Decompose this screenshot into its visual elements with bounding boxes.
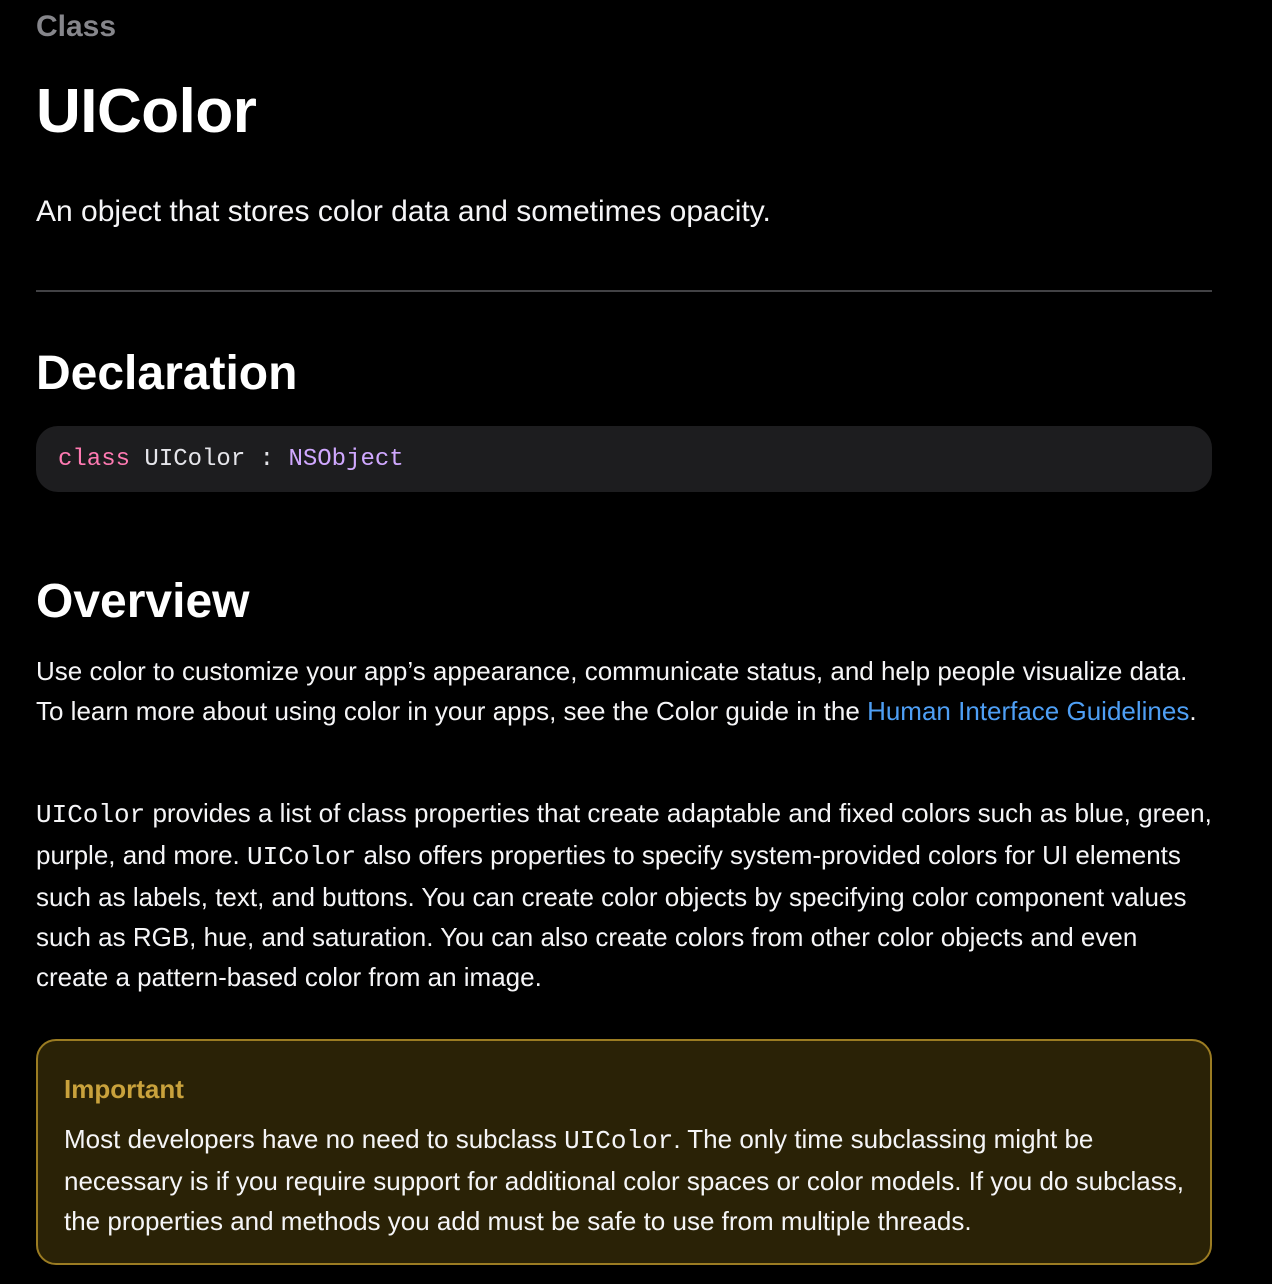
important-aside: [36, 1039, 1212, 1265]
declaration-heading: Declaration: [36, 347, 298, 400]
important-title: Important: [64, 1074, 184, 1104]
overview-p2-text-2: also offers properties to specify system-provided colors for UI elements such as labels, text, and buttons. You can create color objects by specifying color component values such as RGB, hue, and saturation. You can also create colors from other color objects and even create a pattern-based color from an image.: [36, 840, 1187, 992]
page-title: UIColor: [36, 77, 257, 146]
role-eyebrow: Class: [36, 10, 117, 43]
divider: [36, 290, 1212, 292]
overview-paragraph-1: [36, 651, 1212, 731]
overview-heading: Overview: [36, 575, 250, 628]
important-text-1: Most developers have no need to subclass: [64, 1124, 565, 1154]
inline-code-uicolor: UIColor: [247, 842, 357, 872]
hig-link[interactable]: Human Interface Guidelines: [867, 696, 1190, 726]
abstract: An object that stores color data and sometimes opacity.: [36, 195, 771, 228]
inline-code-uicolor: UIColor: [564, 1126, 674, 1156]
overview-p1-end: .: [1189, 696, 1197, 726]
overview-p1-text: Use color to customize your app’s appearance, communicate status, and help people visualize data. To learn more about using color in your apps, see the Color guide in the: [36, 656, 1188, 726]
important-text-2: . The only time subclassing might be necessary is if you require support for additional color spaces or color models. If you do subclass, the properties and methods you add must be safe to use from multiple threads.: [64, 1124, 1184, 1236]
overview-p2-text-1: provides a list of class properties that create adaptable and fixed colors such as blue, green, purple, and more.: [36, 798, 1212, 870]
code-keyword: class: [58, 445, 131, 473]
code-superclass-link[interactable]: NSObject: [288, 445, 404, 473]
overview-paragraph-2: [36, 793, 1212, 997]
inline-code-uicolor: UIColor: [36, 800, 146, 830]
declaration-code-block: [36, 426, 1212, 492]
code-class-name: UIColor :: [130, 445, 289, 473]
important-body: [64, 1119, 1184, 1241]
